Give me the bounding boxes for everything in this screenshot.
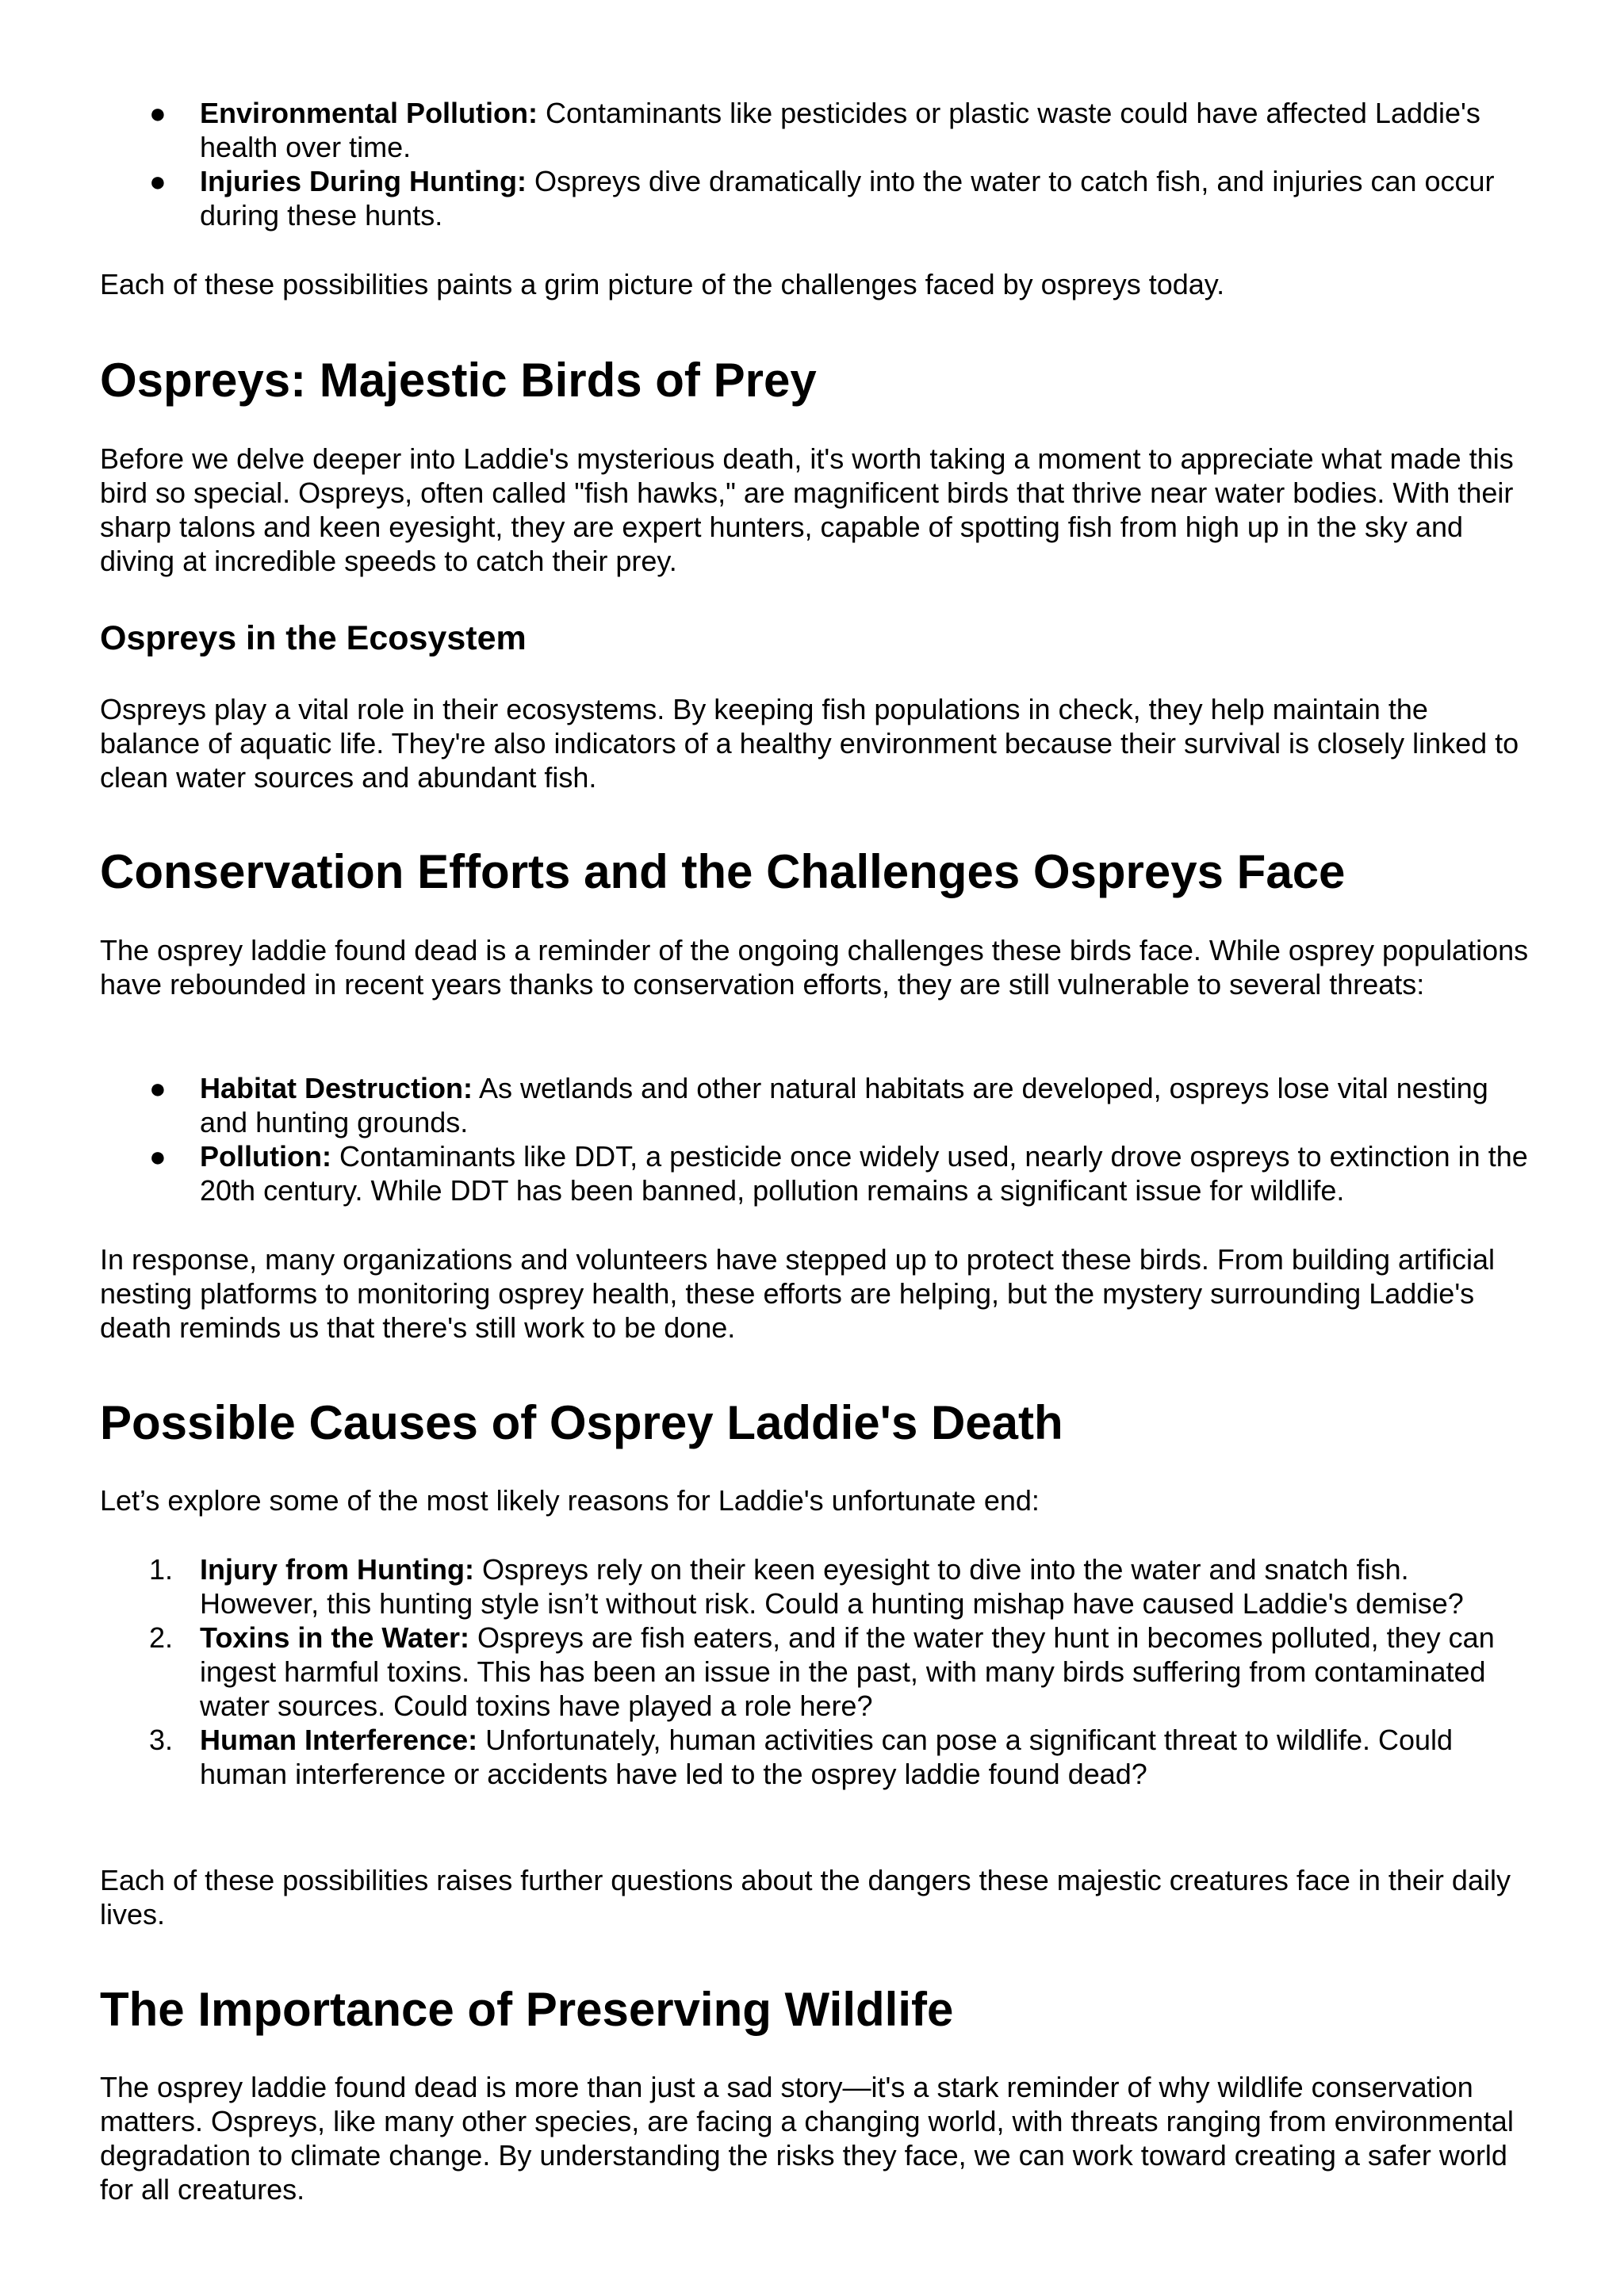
section-heading: Conservation Efforts and the Challenges Ospreys Face [100, 845, 1346, 898]
list-item-text: Contaminants like DDT, a pesticide once widely used, nearly drove ospreys to extinction in the 20th century. While DDT has been banned, pollution remains a significant issue for wildlife. [200, 1140, 1528, 1207]
list-item-term: Injuries During Hunting: [200, 165, 527, 197]
section-paragraph: Each of these possibilities raises further questions about the dangers these majestic creatures face in their daily lives. [100, 1864, 1511, 1931]
list-item [100, 1071, 1535, 1139]
list-item-term: Habitat Destruction: [200, 1072, 473, 1104]
list-item [100, 1552, 1535, 1621]
intro-bullet-list [100, 96, 1535, 232]
list-item [100, 1621, 1535, 1723]
list-item [100, 164, 1535, 232]
section-paragraph: Ospreys play a vital role in their ecosystems. By keeping fish populations in check, they help maintain the balance of aquatic life. They're also indicators of a healthy environment because their survival is closely linked to clean water sources and abundant fish. [100, 693, 1519, 794]
list-item-text: Ospreys dive dramatically into the water to catch fish, and injuries can occur during these hunts. [200, 165, 1495, 232]
section-heading: Possible Causes of Osprey Laddie's Death [100, 1396, 1063, 1449]
intro-summary: Each of these possibilities paints a grim picture of the challenges faced by ospreys today. [100, 268, 1225, 300]
list-item-text: Unfortunately, human activities can pose a significant threat to wildlife. Could human interference or accidents have led to the osprey laddie found dead? [200, 1724, 1454, 1790]
section-paragraph: In response, many organizations and volunteers have stepped up to protect these birds. From building artificial nesting platforms to monitoring osprey health, these efforts are helping, but the mystery surrounding Laddie's death reminds us that there's still work to be done. [100, 1243, 1495, 1344]
bullet-icon: ● [149, 97, 167, 129]
list-item-text: Ospreys rely on their keen eyesight to dive into the water and snatch fish. However, this hunting style isn’t without risk. Could a hunting mishap have caused Laddie's demise? [200, 1553, 1464, 1620]
section-heading: The Importance of Preserving Wildlife [100, 1983, 954, 2036]
section-paragraph: The osprey laddie found dead is a reminder of the ongoing challenges these birds face. While osprey populations have rebounded in recent years thanks to conservation efforts, they are still vulnerable to several threats: [100, 934, 1529, 1001]
subsection-heading: Ospreys in the Ecosystem [100, 619, 527, 657]
list-item-text: Ospreys are fish eaters, and if the water they hunt in becomes polluted, they can ingest harmful toxins. This has been an issue in the past, with many birds suffering from contaminated water sources. Could toxins have played a role here? [200, 1621, 1495, 1722]
bullet-icon: ● [149, 165, 167, 197]
section-paragraph: Before we delve deeper into Laddie's mysterious death, it's worth taking a moment to appreciate what made this bird so special. Ospreys, often called "fish hawks," are magnificent birds that thrive near water bodies. With their sharp talons and keen eyesight, they are expert hunters, capable of spotting fish from high up in the sky and diving at incredible speeds to catch their prey. [100, 442, 1514, 577]
list-item-text: As wetlands and other natural habitats are developed, ospreys lose vital nesting and hunting grounds. [200, 1072, 1488, 1138]
causes-numbered-list [100, 1552, 1535, 1791]
threats-bullet-list [100, 1071, 1535, 1207]
list-item [100, 1139, 1535, 1207]
list-number: 3. [149, 1724, 174, 1756]
section-paragraph: The osprey laddie found dead is more than just a sad story—it's a stark reminder of why wildlife conservation matters. Ospreys, like many other species, are facing a changing world, with threats ranging from environmental degradation to climate change. By understanding the risks they face, we can work toward creating a safer world for all creatures. [100, 2071, 1514, 2206]
list-item-term: Pollution: [200, 1140, 331, 1173]
section-paragraph: Let’s explore some of the most likely reasons for Laddie's unfortunate end: [100, 1484, 1040, 1517]
list-item-term: Toxins in the Water: [200, 1621, 470, 1654]
list-number: 1. [149, 1553, 174, 1586]
list-item [100, 96, 1535, 164]
list-item-text: Contaminants like pesticides or plastic waste could have affected Laddie's health over time. [200, 97, 1480, 163]
list-item-term: Human Interference: [200, 1724, 478, 1756]
section-heading: Ospreys: Majestic Birds of Prey [100, 354, 817, 407]
list-number: 2. [149, 1621, 174, 1654]
bullet-icon: ● [149, 1072, 167, 1104]
list-item-term: Injury from Hunting: [200, 1553, 474, 1586]
list-item-term: Environmental Pollution: [200, 97, 538, 129]
list-item [100, 1723, 1535, 1791]
bullet-icon: ● [149, 1140, 167, 1173]
